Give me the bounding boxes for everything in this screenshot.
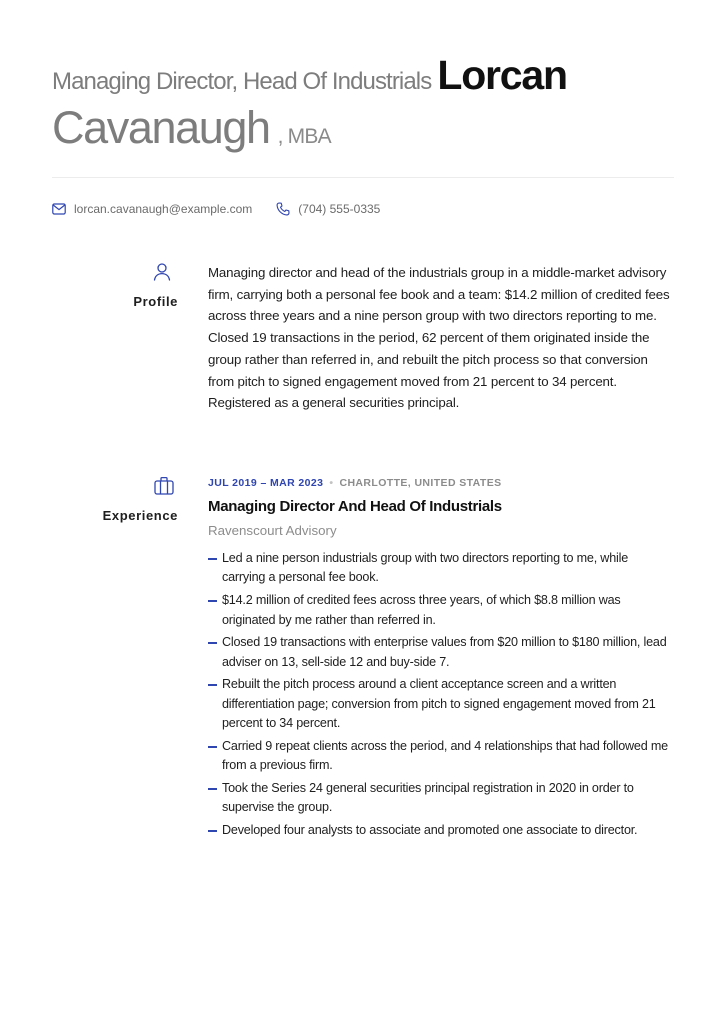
phone-icon: [276, 202, 290, 216]
first-name: Lorcan: [437, 52, 567, 98]
job-location: CHARLOTTE, UNITED STATES: [339, 477, 502, 489]
bullet-text: $14.2 million of credited fees across three years, of which $8.8 million was originated by me rather than referred in.: [222, 593, 621, 627]
job-title: Managing Director, Head Of Industrials: [52, 68, 432, 95]
job-meta: [208, 475, 674, 491]
experience-entry: [208, 475, 674, 844]
job-bullet: [208, 779, 674, 818]
experience-heading: [52, 475, 178, 523]
dash-marker: [208, 830, 217, 832]
bullet-text: Led a nine person industrials group with two directors reporting to me, while carrying a personal fee book.: [222, 551, 629, 585]
bullet-text: Carried 9 repeat clients across the period, and 4 relationships that had followed me from a previous firm.: [222, 738, 668, 773]
briefcase-icon: [153, 475, 175, 497]
dash-marker: [208, 600, 217, 602]
header-divider: [52, 177, 674, 178]
header-line-1: [52, 52, 674, 102]
job-bullet: [208, 549, 674, 588]
bullet-text: Took the Series 24 general securities principal registration in 2020 in order to supervise the group.: [222, 780, 634, 815]
job-bullets: [208, 549, 674, 840]
dash-marker: [208, 746, 217, 748]
dash-marker: [208, 642, 217, 644]
job-bullet: [208, 675, 674, 733]
email-text[interactable]: lorcan.cavanaugh@example.com: [74, 202, 253, 216]
contact-email[interactable]: [52, 202, 252, 216]
bullet-text: Closed 19 transactions with enterprise values from $20 million to $180 million, lead adviser on 13, sell-side 12 and buy-side 7.: [222, 635, 667, 669]
contact-phone[interactable]: [276, 202, 380, 216]
person-icon: [151, 261, 173, 283]
dash-marker: [208, 684, 217, 686]
bullet-text: Developed four analysts to associate and promoted one associate to director.: [222, 823, 638, 838]
job-company: Ravenscourt Advisory: [208, 523, 337, 538]
phone-text[interactable]: (704) 555-0335: [298, 202, 381, 216]
bullet-text: Rebuilt the pitch process around a client acceptance screen and a written differentiation page; conversion from pitch to signed engagement moved from 21 percent to 34 percent.: [222, 677, 656, 731]
job-bullet: [208, 821, 674, 840]
job-dates: JUL 2019 – MAR 2023: [208, 477, 324, 489]
name-suffix: , MBA: [277, 125, 331, 148]
last-name: Cavanaugh: [52, 102, 270, 153]
job-role: Managing Director And Head Of Industrials: [208, 498, 502, 515]
job-bullet: [208, 737, 674, 776]
experience-label: Experience: [102, 508, 178, 523]
envelope-icon: [52, 203, 66, 215]
profile-heading: [52, 261, 178, 309]
resume-header: [52, 52, 674, 154]
job-bullet: [208, 591, 674, 630]
header-line-2: [52, 102, 674, 154]
profile-label: Profile: [133, 294, 178, 309]
dash-marker: [208, 788, 217, 790]
dash-marker: [208, 558, 217, 560]
job-bullet: [208, 633, 674, 672]
meta-separator: •: [329, 477, 334, 489]
profile-summary: Managing director and head of the industrials group in a middle-market advisory firm, carrying both a personal fee book and a team: $14.2 million of credited fees across three years and a nine person group with two directors reporting to me. Closed 19 transactions in the period, 62 percent of them originated inside the group rather than referred in, and rebuilt the pitch process so that conversion from pitch to signed engagement moved from 21 percent to 34 percent. Registered as a general securities principal.: [208, 265, 670, 411]
contact-bar: [52, 200, 380, 218]
